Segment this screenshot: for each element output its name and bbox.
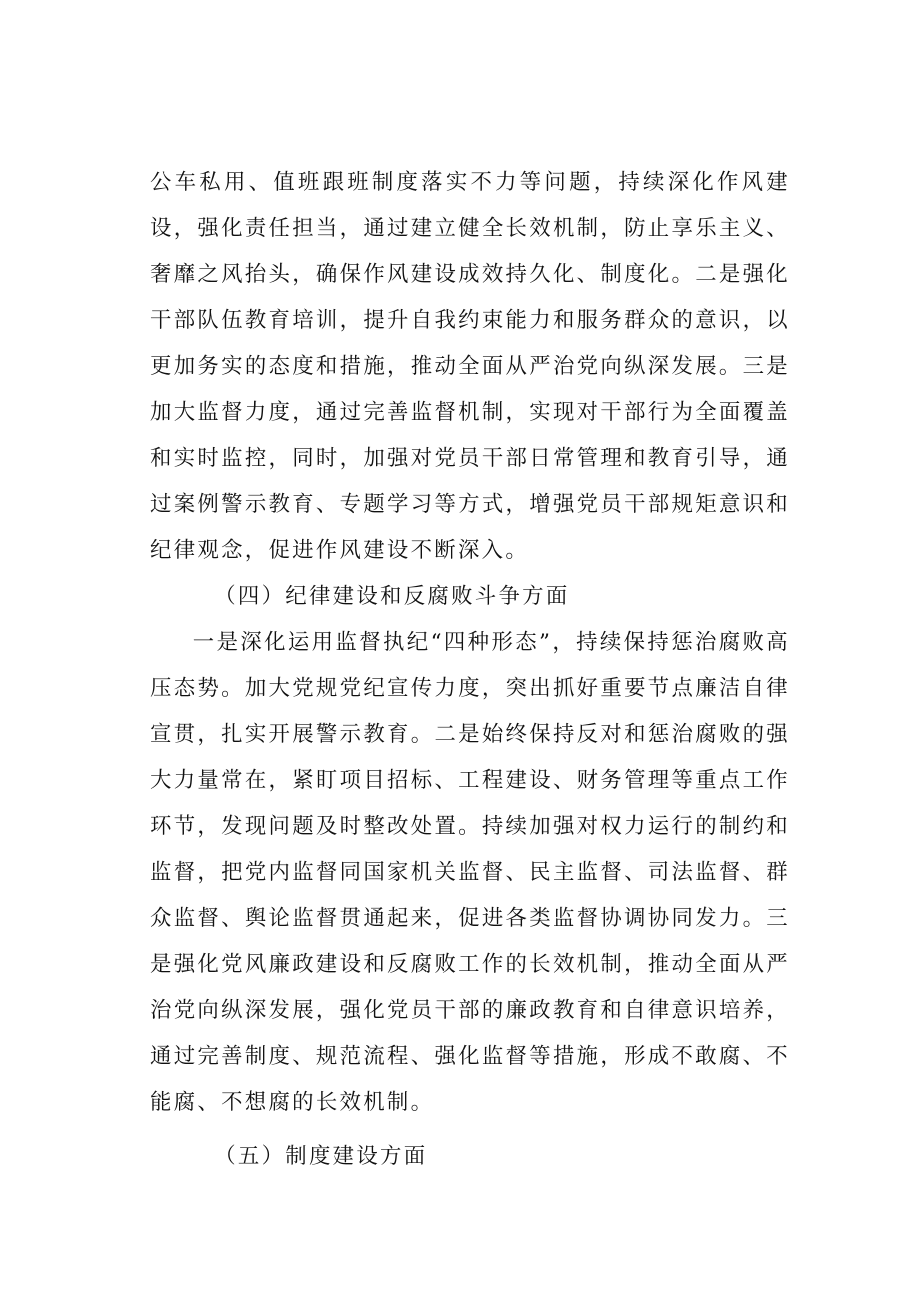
continuation-paragraph: 公车私用、值班跟班制度落实不力等问题，持续深化作风建设，强化责任担当，通过建立健全长效机制，防止享乐主义、奢靡之风抬头，确保作风建设成效持久化、制度化。二是强化干部队伍教育培训，提升自我约束能力和服务群众的意识，以更加务实的态度和措施，推动全面从严治党向纵深发展。三是加大监督力度，通过完善监督机制，实现对干部行为全面覆盖和实时监控，同时，加强对党员干部日常管理和教育引导，通过案例警示教育、专题学习等方式，增强党员干部规矩意识和纪律观念，促进作风建设不断深入。 xyxy=(150,170,790,563)
document-body xyxy=(150,160,790,1180)
section-4-heading: （四）纪律建设和反腐败斗争方面 xyxy=(214,584,570,609)
section-5-heading: （五）制度建设方面 xyxy=(214,1144,428,1169)
section-4-paragraph: 一是深化运用监督执纪“四种形态”，持续保持惩治腐败高压态势。加大党规党纪宣传力度，突出抓好重要节点廉洁自律宣贯，扎实开展警示教育。二是始终保持反对和惩治腐败的强大力量常在，紧盯项目招标、工程建设、财务管理等重点工作环节，发现问题及时整改处置。持续加强对权力运行的制约和监督，把党内监督同国家机关监督、民主监督、司法监督、群众监督、舆论监督贯通起来，促进各类监督协调协同发力。三是强化党风廉政建设和反腐败工作的长效机制，推动全面从严治党向纵深发展，强化党员干部的廉政教育和自律意识培养，通过完善制度、规范流程、强化监督等措施，形成不敢腐、不能腐、不想腐的长效机制。 xyxy=(150,630,790,1115)
